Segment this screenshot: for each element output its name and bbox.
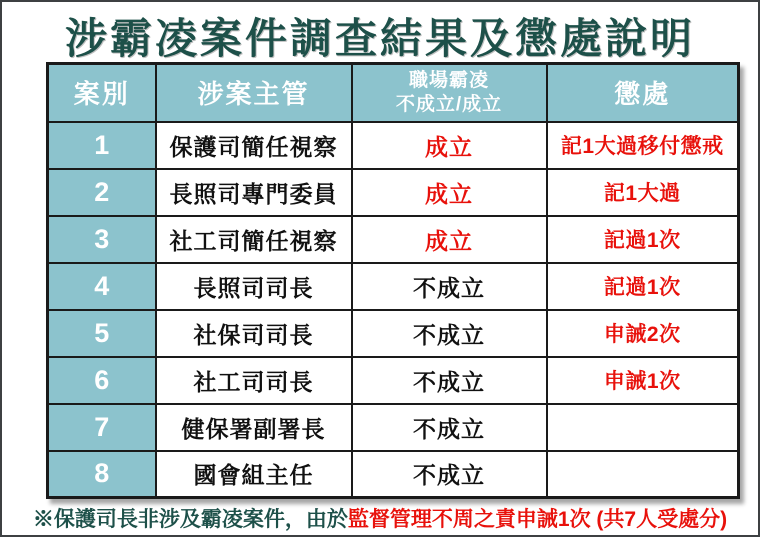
- header-supervisor: 涉案主管: [156, 64, 352, 122]
- header-punishment: 懲處: [547, 64, 739, 122]
- table-row: [48, 169, 739, 216]
- cell-supervisor: 社保司司長: [156, 310, 352, 357]
- footnote-prefix: ※保護司長非涉及霸凌案件，由於: [32, 508, 348, 531]
- footnote: [2, 505, 758, 535]
- cell-case-no: 8: [48, 451, 156, 498]
- table-row: [48, 310, 739, 357]
- cell-case-no: 6: [48, 357, 156, 404]
- cell-supervisor: 長照司專門委員: [156, 169, 352, 216]
- cell-verdict: 不成立: [352, 451, 547, 498]
- cell-verdict: 成立: [352, 169, 547, 216]
- cell-verdict: 不成立: [352, 310, 547, 357]
- cell-verdict: 不成立: [352, 404, 547, 451]
- table-row: [48, 404, 739, 451]
- header-verdict-line2: 不成立/成立: [395, 93, 503, 115]
- cell-case-no: 3: [48, 216, 156, 263]
- header-case-no: 案別: [48, 64, 156, 122]
- cell-verdict: 成立: [352, 122, 547, 169]
- cell-punishment: [547, 404, 739, 451]
- header-verdict: [352, 64, 547, 122]
- table-row: [48, 216, 739, 263]
- cell-case-no: 4: [48, 263, 156, 310]
- page-title: 涉霸凌案件調查結果及懲處說明: [64, 15, 695, 62]
- cell-punishment: 記過1次: [547, 216, 739, 263]
- cell-supervisor: 社工司司長: [156, 357, 352, 404]
- header-verdict-line1: 職場霸凌: [408, 70, 489, 91]
- cell-case-no: 1: [48, 122, 156, 169]
- cell-punishment: 記1大過: [547, 169, 739, 216]
- header-row: [48, 64, 739, 122]
- cell-verdict: 成立: [352, 216, 547, 263]
- footnote-highlight: 監督管理不周之責申誡1次 (共7人受處分): [347, 508, 728, 531]
- cell-punishment: 記過1次: [547, 263, 739, 310]
- cell-supervisor: 社工司簡任視察: [156, 216, 352, 263]
- cell-supervisor: 長照司司長: [156, 263, 352, 310]
- cell-supervisor: 國會組主任: [156, 451, 352, 498]
- cell-supervisor: 健保署副署長: [156, 404, 352, 451]
- cell-case-no: 5: [48, 310, 156, 357]
- case-table-body: [48, 122, 739, 498]
- cell-verdict: 不成立: [352, 263, 547, 310]
- table-row: [48, 122, 739, 169]
- cell-punishment: [547, 451, 739, 498]
- cell-punishment: 申誡1次: [547, 357, 739, 404]
- table-row: [48, 451, 739, 498]
- cell-case-no: 2: [48, 169, 156, 216]
- table-row: [48, 357, 739, 404]
- cell-punishment: 申誡2次: [547, 310, 739, 357]
- cell-supervisor: 保護司簡任視察: [156, 122, 352, 169]
- cell-case-no: 7: [48, 404, 156, 451]
- case-table: [46, 62, 740, 499]
- table-row: [48, 263, 739, 310]
- cell-punishment: 記1大過移付懲戒: [547, 122, 739, 169]
- cell-verdict: 不成立: [352, 357, 547, 404]
